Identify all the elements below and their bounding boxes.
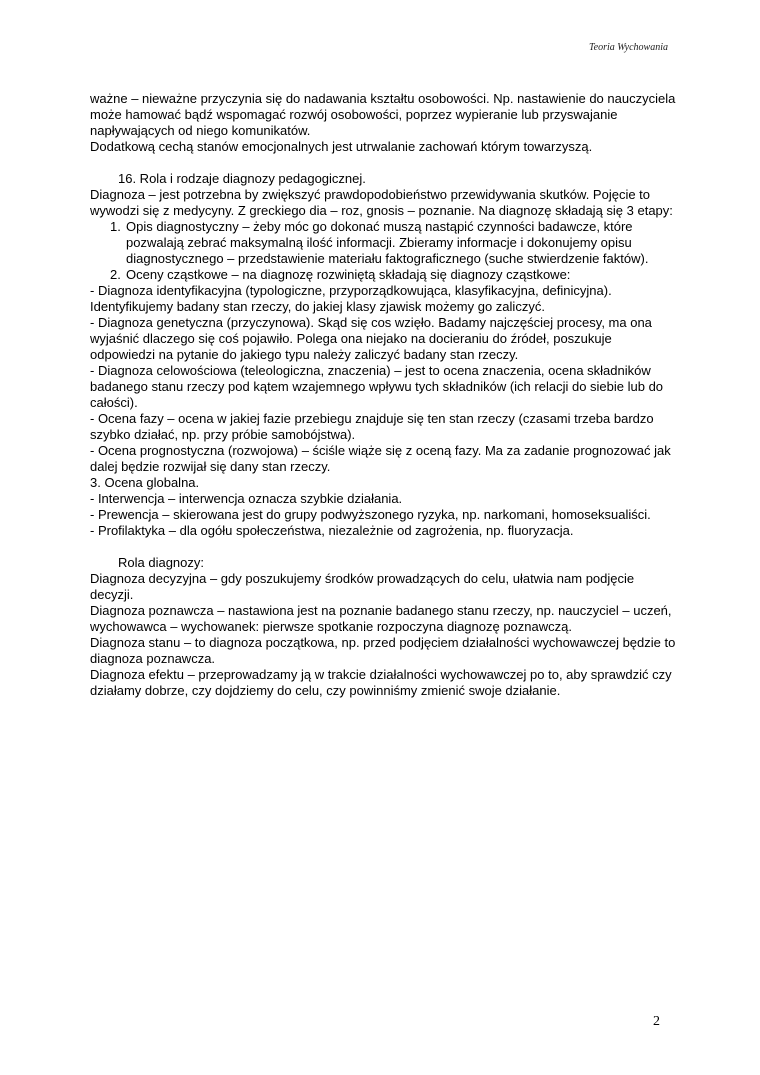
list-item-text: Oceny cząstkowe – na diagnozę rozwiniętą składają się diagnozy cząstkowe: xyxy=(126,267,571,282)
list-item xyxy=(90,267,680,283)
role-item: Diagnoza efektu – przeprowadzamy ją w trakcie działalności wychowawczej po to, aby sprawdzić czy działamy dobrze, czy dojdziemy do celu, czy powinniśmy zmienić swoje działanie. xyxy=(90,667,672,698)
running-header: Teoria Wychowania xyxy=(589,42,668,53)
partial-diagnosis-item: - Diagnoza genetyczna (przyczynowa). Skąd się cos wzięło. Badamy najczęściej procesy, ma ona wyjaśnić dlaczego się coś pojawiło. Polega ona niejako na docieraniu do źródeł, poszukuje odpowiedzi na pytanie do jakiego typu należy zaliczyć badany stan rzeczy. xyxy=(90,315,652,362)
page-number: 2 xyxy=(653,1014,660,1029)
list-item xyxy=(90,219,680,267)
section-intro: Diagnoza – jest potrzebna by zwiększyć prawdopodobieństwo przewidywania skutków. Pojęcie to wywodzi się z medycyny. Z greckiego dia – roz, gnosis – poznanie. Na diagnozę składają się 3 etapy: xyxy=(90,187,673,218)
partial-diagnosis-item: - Diagnoza identyfikacyjna (typologiczne, przyporządkowująca, klasyfikacyjna, definicyjna). Identyfikujemy badany stan rzeczy, do jakiej klasy zjawisk możemy go zaliczyć. xyxy=(90,283,612,314)
role-item: Diagnoza decyzyjna – gdy poszukujemy środków prowadzących do celu, ułatwia nam podjęcie decyzji. xyxy=(90,571,635,602)
paragraph: ważne – nieważne przyczynia się do nadawania kształtu osobowości. Np. nastawienie do nauczyciela może hamować bądź wspomagać rozwój osobowości, poprzez wypieranie lub przyswajanie napływających od niego komunikatów. xyxy=(90,91,676,138)
global-item: - Profilaktyka – dla ogółu społeczeństwa, niezależnie od zagrożenia, np. fluoryzacja. xyxy=(90,523,574,538)
spacer xyxy=(90,155,680,171)
list-number: 1. xyxy=(110,219,121,234)
paragraph: Dodatkową cechą stanów emocjonalnych jest utrwalanie zachowań którym towarzyszą. xyxy=(90,139,593,154)
partial-diagnosis-item: - Diagnoza celowościowa (teleologiczna, znaczenia) – jest to ocena znaczenia, ocena składników badanego stanu rzeczy pod kątem wzajemnego wpływu tych składników (ich relacji do siebie lub do całości). xyxy=(90,363,664,410)
spacer xyxy=(90,539,680,555)
role-item: Diagnoza stanu – to diagnoza początkowa, np. przed podjęciem działalności wychowawczej będzie to diagnoza poznawcza. xyxy=(90,635,676,666)
global-item: - Interwencja – interwencja oznacza szybkie działania. xyxy=(90,491,403,506)
partial-diagnosis-item: - Ocena fazy – ocena w jakiej fazie przebiegu znajduje się ten stan rzeczy (czasami trzeba bardzo szybko działać, np. przy próbie samobójstwa). xyxy=(90,411,654,442)
partial-diagnosis-item: - Ocena prognostyczna (rozwojowa) – ściśle wiąże się z oceną fazy. Ma za zadanie prognozować jak dalej będzie rozwijał się dany stan rzeczy. xyxy=(90,443,671,474)
role-item: Diagnoza poznawcza – nastawiona jest na poznanie badanego stanu rzeczy, np. nauczyciel – uczeń, wychowawca – wychowanek: pierwsze spotkanie rozpoczyna diagnozę poznawczą. xyxy=(90,603,672,634)
page-body xyxy=(90,91,680,699)
steps-list xyxy=(90,219,680,283)
global-heading: 3. Ocena globalna. xyxy=(90,475,200,490)
global-item: - Prewencja – skierowana jest do grupy podwyższonego ryzyka, np. narkomani, homoseksualiści. xyxy=(90,507,651,522)
role-heading: Rola diagnozy: xyxy=(118,555,204,570)
list-item-text: Opis diagnostyczny – żeby móc go dokonać muszą nastąpić czynności badawcze, które pozwalają zebrać maksymalną ilość informacji. Zbieramy informacje i dokonujemy opisu diagnostycznego – przedstawienie materiału faktograficznego (suche stwierdzenie faktów). xyxy=(126,219,649,266)
list-number: 2. xyxy=(110,267,121,282)
section-heading: 16. Rola i rodzaje diagnozy pedagogicznej. xyxy=(118,171,366,186)
